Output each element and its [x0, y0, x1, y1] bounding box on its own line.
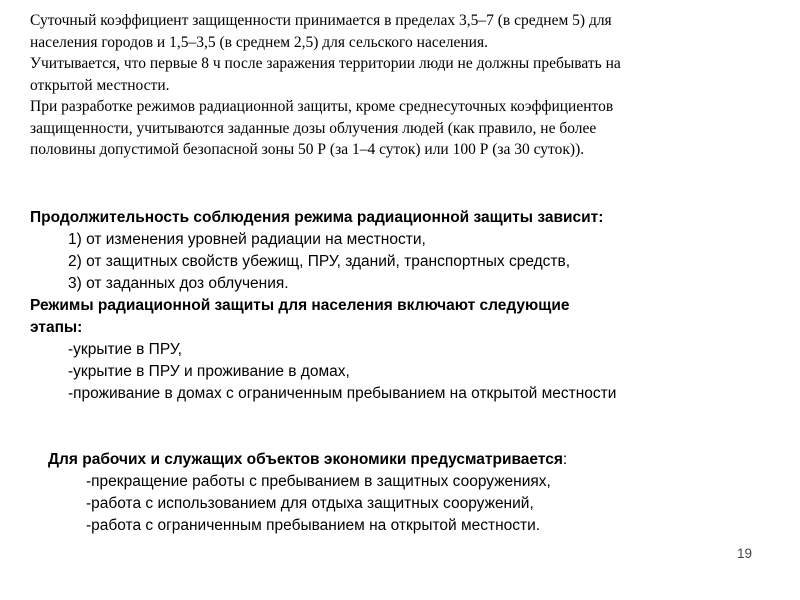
workers-heading-colon: : — [562, 451, 568, 468]
page-number: 19 — [736, 546, 752, 561]
intro-paragraph — [30, 10, 780, 161]
duration-item: 2) от защитных свойств убежищ, ПРУ, зданий, транспортных средств, — [68, 253, 571, 270]
stages-heading-line: Режимы радиационной защиты для населения включают следующие — [30, 297, 570, 314]
duration-item: 3) от заданных доз облучения. — [68, 275, 289, 292]
intro-line: открытой местности. — [30, 76, 170, 94]
intro-line: населения городов и 1,5–3,5 (в среднем 2,5) для сельского населения. — [30, 33, 488, 51]
stages-heading-line: этапы: — [30, 319, 83, 336]
workers-heading — [48, 449, 788, 471]
stages-item: -укрытие в ПРУ и проживание в домах, — [68, 363, 350, 380]
duration-item: 1) от изменения уровней радиации на местности, — [68, 231, 426, 248]
stages-item: -проживание в домах с ограниченным пребыванием на открытой местности — [68, 385, 617, 402]
duration-heading: Продолжительность соблюдения режима радиационной защиты зависит: — [30, 209, 604, 226]
radiation-protection-block — [30, 207, 790, 405]
workers-item: -работа с использованием для отдыха защитных сооружений, — [86, 495, 534, 512]
intro-line: защищенности, учитываются заданные дозы облучения людей (как правило, не более — [30, 119, 597, 137]
intro-line: При разработке режимов радиационной защиты, кроме среднесуточных коэффициентов — [30, 98, 614, 115]
workers-item: -работа с ограниченным пребыванием на открытой местности. — [86, 517, 541, 534]
stages-item: -укрытие в ПРУ, — [68, 341, 182, 358]
workers-item: -прекращение работы с пребыванием в защитных сооружениях, — [86, 473, 551, 490]
intro-line: Учитывается, что первые 8 ч после заражения территории люди не должны пребывать на — [30, 55, 621, 72]
intro-line: Суточный коэффициент защищенности принимается в пределах 3,5–7 (в среднем 5) для — [30, 12, 612, 29]
intro-line: половины допустимой безопасной зоны 50 Р (за 1–4 суток) или 100 Р (за 30 суток)). — [30, 141, 585, 158]
workers-block — [48, 449, 788, 537]
workers-heading-text: Для рабочих и служащих объектов экономики предусматривается — [48, 451, 563, 468]
